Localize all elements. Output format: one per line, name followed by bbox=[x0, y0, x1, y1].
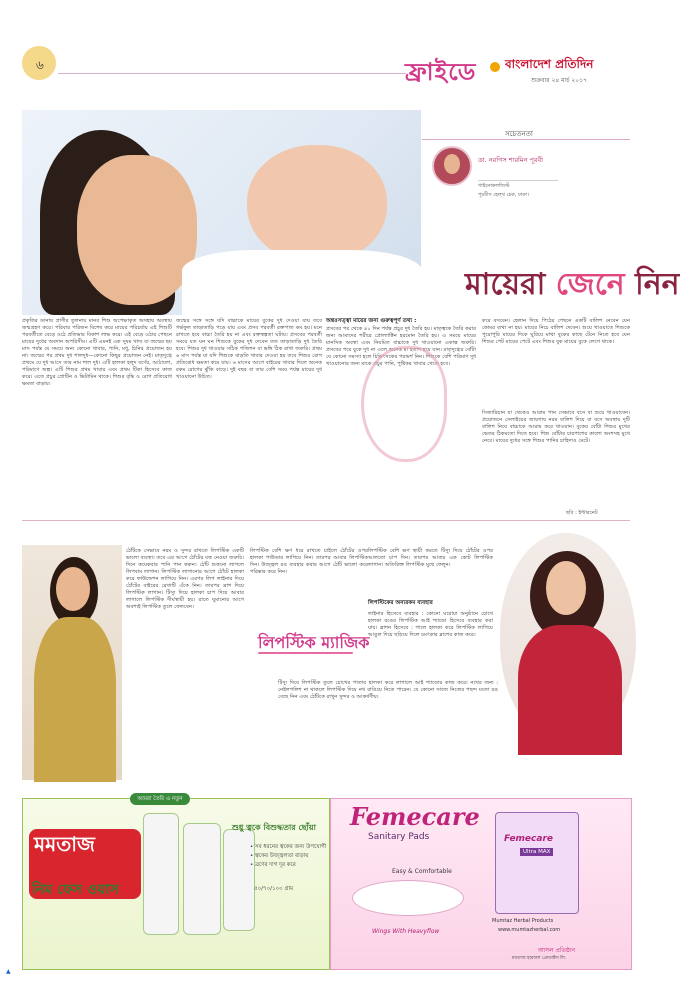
ad-left-product: নিম ফেস ওয়াস bbox=[32, 882, 119, 898]
mother-baby-photo bbox=[22, 110, 421, 315]
femecare-website: www.mumtazherbal.com bbox=[498, 927, 561, 933]
lipstick-column-1: ঠোঁটকে সেভাবে নরম ও সুন্দর রাখতে লিপস্টিক একটি ভালো ব্যবস্থা। তবে এর আগে ঠোঁটের যত্ন নেওয়া জরুরি। দিনে কয়েকবার পানি পান করুন। ঠোঁট শুকনো লাগলে লিপবাম লাগান। লিপস্টিক লাগানোর আগে ঠোঁটে হালকা করে ফাউন্ডেশন লাগিয়ে নিন। এরপর লিপ লাইনার দিয়ে ঠোঁটের বাইরের রেখাটি এঁকে নিন। তারপর ব্রাশ দিয়ে লিপস্টিক লাগান। টিস্যু দিয়ে হালকা চাপ দিয়ে আবার লাগালে লিপস্টিক দীর্ঘস্থায়ী হয়। রাতে ঘুমানোর আগে অবশ্যই লিপস্টিক তুলে ফেলবেন। bbox=[126, 548, 244, 610]
product-tube-1 bbox=[143, 813, 179, 935]
femecare-pack-sub: Ultra MAX bbox=[520, 848, 553, 856]
ad-left-slogan: শুধু ত্বকে বিশুদ্ধতার ছোঁয়া bbox=[232, 823, 316, 832]
article-column-3-heading: অন্তঃসত্ত্বা মায়ের জন্য গুরুত্বপূর্ণ তথ্য : bbox=[326, 318, 417, 324]
lipstick-column-2: লিপস্টিক বেশি ক্ষণ ধরে রাখতে চাইলে ঠোঁটের ওপর হালকা পাউডার লাগিয়ে নিন। তারপর আবার লিপস্টিক দিন। উজ্জ্বল রঙ ব্যবহার করার আগে ঠোঁট ভালো করে পরিষ্কার করে নিন। bbox=[250, 548, 368, 575]
author-role: গাইনোকলজিস্ট bbox=[478, 183, 510, 189]
article-column-1: প্রকৃতির ডানায় প্রাণীর তুলনায় মানব শিশু অপেক্ষাকৃত অসহায় অবস্থায় জন্মগ্রহণ করে। পরিবার পরিজন বিশেষ করে মায়ের পরিচর্যায় এই শিশুটি পরবর্তীতে বেড়ে ওঠে প্রতিভার বিকাশ লাভ করে। এই বেড়ে ওঠার পেছনে মায়ের দুধের অবদান অপরিসীম। এটি এমনই এক সুষম খাদ্য যা জন্মের ছয় মাস পর্যন্ত যে সময়ে অন্য কোনো খাবার, পানি, মধু, চিনির প্রয়োজন হয় না। জন্মের পর প্রথম দুধ শালদুধ—কোনো কিছুর প্রয়োজন নেই। মাতৃদুগ্ধে প্রথমে যে দুধ আসে তার নাম শাল দুধ। এটি হালকা হলুদ বর্ণের, আঠালো, পরিমাণে অল্প। এটি শিশুর প্রথম খাবার এবং প্রথম টিকা হিসেবে কাজ করে। এতে প্রচুর প্রোটিন ও ভিটামিন থাকে। শিশুর বৃদ্ধি ও রোগ প্রতিরোধ ক্ষমতা বাড়ায়। bbox=[22, 318, 172, 387]
femecare-easy: Easy & Comfortable bbox=[392, 868, 452, 875]
model-right-saree bbox=[518, 625, 622, 755]
ad-bullet: • ত্বকের উজ্জ্বলতা বাড়ায় bbox=[250, 853, 309, 859]
corner-marker-icon: ▲ bbox=[6, 968, 11, 975]
model-photo-left bbox=[22, 545, 122, 780]
ad-left-bullets bbox=[250, 843, 326, 870]
author-avatar bbox=[432, 146, 472, 186]
article-column-4b: সিজারিয়ান যা থেকেও আরাম পান সেভাবে বসে বা শুয়ে খাওয়াবেন। প্রয়োজনে সেলাইয়ের জায়গায় নরম বালিশ দিয়ে বা বসে অবস্থায় দুটি বালিশ নিয়ে বাচ্চাকে আরাম করে খাওয়ান। বুকের বোঁটা শিশুর মুখের ভেতর ঠিকমতো দিতে হবে। শিশু বোঁটার চারপাশের কালো অংশসহ মুখে নেবে। মায়ের দুধের সঙ্গে শিশুর পানির চাহিদাও মেটে। bbox=[482, 410, 630, 444]
femecare-subtitle: Sanitary Pads bbox=[368, 832, 430, 842]
sanitary-pad-illustration bbox=[352, 880, 464, 916]
article-column-2: জন্মের সঙ্গে সঙ্গে যদি বাচ্চাকে মায়ের বুকের দুধ দেওয়া যায় তবে গর্ভফুল তাড়াতাড়ি পড়ে যায় এবং প্রসব পরবর্তী রক্তপাত কম হয়। মনে রাখতে হবে বাচ্চা তৈরি হয় না এবং রক্তস্বল্পতা ঘটায়। প্রসবের পরবর্তী সময়ে যত ঘন ঘন শিশুকে বুকের দুধ দেবেন তত তাড়াতাড়ি দুধ তৈরি হবে। শিশুর দুধ খাওয়ার সঠিক পজিশন বা ভঙ্গি ঠিক রাখা জরুরি। প্রথম ৬ মাস পর্যন্ত যা যদি শিশুকে বাড়তি খাবার দেওয়া হয় তবে শিশুর রোগ প্রতিরোধ ক্ষমতা কমে যায়। ৬ মাসের আগে বাইরের খাবার দিলে অনেক রকম রোগের ঝুঁকি বাড়ে। দুই বছর বা তার বেশি সময় পর্যন্ত মায়ের দুধ খাওয়ানো উচিত। bbox=[176, 318, 322, 380]
lipstick-title-swash bbox=[258, 652, 353, 654]
article-tag: সচেতনতা bbox=[505, 130, 533, 138]
mother-face bbox=[77, 155, 197, 305]
femecare-facebook: Mumtaz Herbal Products bbox=[492, 918, 554, 924]
article-column-3 bbox=[326, 326, 476, 526]
tag-rule bbox=[422, 139, 630, 140]
lipstick-title: লিপস্টিক ম্যাজিক bbox=[258, 633, 370, 652]
baby bbox=[247, 145, 387, 263]
lipstick-column-3c: টিস্যু দিয়ে লিপস্টিক তুলে চোখের পাতায় হালকা করে লাগালে আই শ্যাডোর কাজ করে। নখের জন্য : নেইলপলিশ না থাকলে লিপস্টিক দিয়ে নখ রাঙিয়ে নিতে পারেন। যে কোনো সাজে নিজের পছন্দ মতো রঙ বেছে নিন এবং ঠোঁটকে রাখুন সুন্দর ও আকর্ষণীয়। bbox=[278, 680, 498, 700]
ad-left-brand: মমতাজ bbox=[34, 832, 95, 856]
page-number: ৬ bbox=[36, 58, 44, 72]
lipstick-column-3: লিপস্টিক বেশি ক্ষণ স্থায়ী করতে টিস্যু দিয়ে ঠোঁটের ওপর আলতো চাপ দিন। তারপর আবার এক কোট লিপস্টিক লাগান। অতিরিক্ত লিপস্টিক মুছে ফেলুন। bbox=[368, 548, 493, 568]
article-column-3-text: প্রসবের পর থেকে ৪০ দিন পর্যন্ত প্রচুর দুধ তৈরি হয়। মাতৃত্বকে তৈরি করার জন্য আমাদের শরীরে প্রোল্যাক্টিন হরমোন তৈরি হয়। এ সময়ে মায়ের মানসিক অবস্থা এবং নিয়মিত বাচ্চাকে দুধ খাওয়ানো একান্ত জরুরি। প্রসবের পরে বুকে দুধ না এলে অনেক মা হতাশ হয়ে যান। মাতৃদুগ্ধের বোঁটা যে কোনো সমস্যা হলে চিকিৎসকের পরামর্শ নিন। শিশুকে বেশি পরিমাণ দুধ খাওয়ানোর জন্য মাকে প্রচুর পানি, পুষ্টিকর খাবার খেতে হবে। bbox=[326, 326, 476, 367]
blanket bbox=[182, 250, 422, 320]
masthead-dot-icon bbox=[490, 62, 500, 72]
ad-left-price: ৫০/৭০/১০০ গ্রাম bbox=[254, 886, 294, 892]
product-tube-2 bbox=[183, 823, 221, 935]
section-divider bbox=[22, 520, 630, 521]
article-column-4: করে বসবেন। হেলান দিয়ে পিঠের পেছনে একটি বালিশ নেবেন যেন কোমর ব্যথা না হয়। মায়ের নিচে বালিশ দেবেন। শুয়ে খাওয়াতে শিশুকে পুরোপুরি মায়ের দিকে ঘুরিয়ে মাথা বুকের কাছে টেনে নিতে হবে যেন শিশুর পেট মায়ের পেটে এবং শিশুর বুক মায়ের বুকে লেগে থাকে। bbox=[482, 318, 630, 345]
femecare-pack bbox=[495, 812, 579, 914]
page-number-badge bbox=[22, 46, 62, 84]
femecare-wings: Wings With Heavyflow bbox=[372, 928, 440, 935]
femecare-contact-sub: মমতাজ হারবাল প্রোডাক্টস লি. bbox=[512, 956, 567, 961]
ad-left-tagline: আমরা তৈরি এ নতুন স্টাইল bbox=[130, 793, 190, 805]
mother-child-illustration bbox=[361, 346, 447, 462]
femecare-pack-name: Femecare bbox=[504, 834, 553, 844]
model-left-face bbox=[56, 567, 90, 611]
photo-credit: ছবি : ইন্টারনেট bbox=[566, 510, 598, 516]
model-right-face bbox=[546, 561, 586, 615]
headline-part-2: জেনে bbox=[555, 267, 625, 302]
headline-part-1: মায়েরা bbox=[465, 267, 556, 302]
publication-date: শুক্রবার ২৪ মার্চ ২০১৭ bbox=[531, 77, 587, 84]
lipstick-subheading: লিপস্টিকের অন্যরকম ব্যবহার bbox=[368, 600, 433, 606]
header-rule bbox=[58, 73, 406, 74]
model-photo-right bbox=[500, 533, 636, 745]
femecare-brand: Femecare bbox=[350, 802, 480, 831]
article-headline bbox=[465, 260, 680, 311]
lipstick-column-3b: লাইনার হিসেবে ব্যবহার : কোনো ঘরোয়া অনুষ্ঠানে চোখে হালকা রঙের লিপস্টিক আই শ্যাডো হিসেবে ব্যবহার করা যায়। ব্লাশন হিসেবে : গালে হালকা করে লিপস্টিক লাগিয়ে আঙুল দিয়ে ছড়িয়ে দিলে চমৎকার ব্লাশের কাজ করে। bbox=[368, 611, 493, 638]
model-left-saree bbox=[34, 617, 116, 782]
ad-bullet: • ব্রণের দাগ দূর করে bbox=[250, 862, 296, 868]
masthead: বাংলাদেশ প্রতিদিন bbox=[505, 57, 594, 71]
headline-part-3: নিন bbox=[624, 267, 680, 302]
ad-bullet: • সব ধরনের ত্বকের জন্য উপযোগী bbox=[250, 844, 327, 850]
author-place: পূরবীস হেল্থ চেক, ঢাকা। bbox=[478, 192, 529, 198]
section-title: ফ্রাইডে bbox=[405, 57, 477, 86]
author-name: ডা. নরগিস শারমিন পূরবী bbox=[478, 156, 543, 164]
author-rule bbox=[478, 180, 558, 181]
femecare-contact: আসল প্রতিষ্ঠান bbox=[538, 947, 576, 954]
